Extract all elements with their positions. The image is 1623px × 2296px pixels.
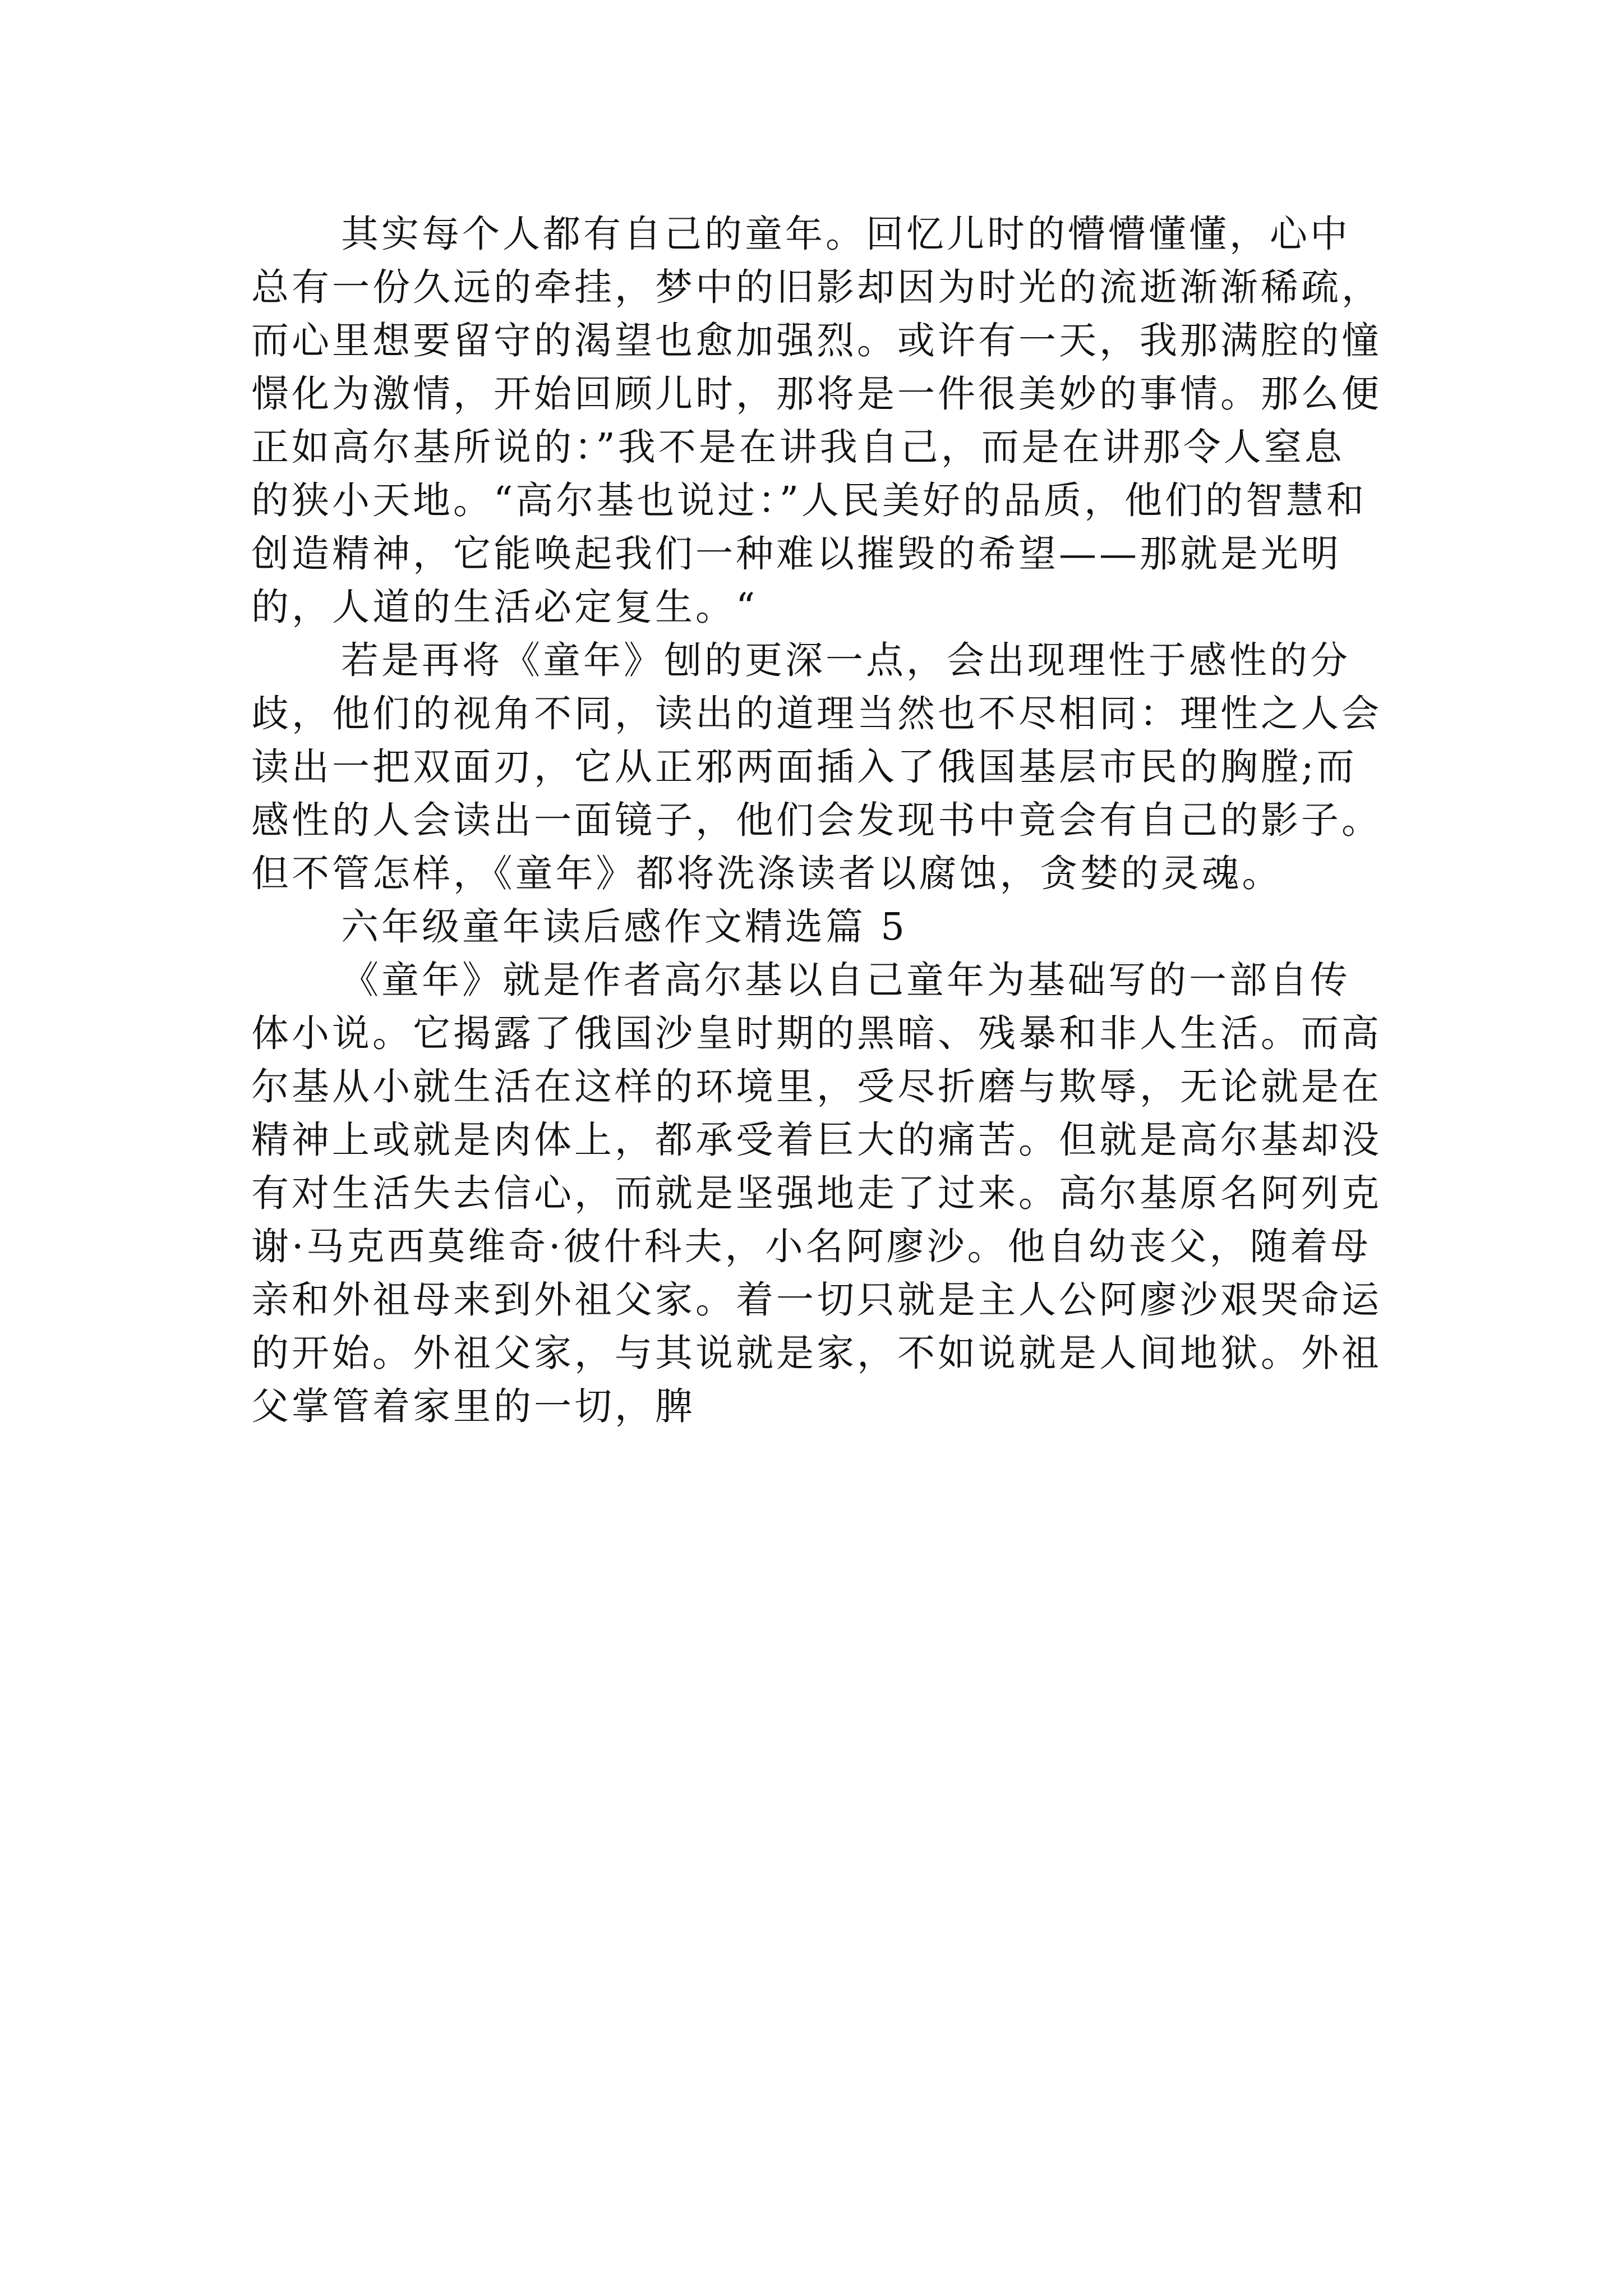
paragraph-childhood-memories: 其实每个人都有自己的童年。回忆儿时的懵懵懂懂，心中总有一份久远的牵挂，梦中的旧影却因为时光的流逝渐渐稀疏，而心里想要留守的渴望也愈加强烈。或许有一天，我那满腔的憧憬化为激情，开始回顾儿时，那将是一件很美妙的事情。那么便正如高尔基所说的：”我不是在讲我自己，而是在讲那令人窒息的狭小天地。“高尔基也说过：”人民美好的品质，他们的智慧和创造精神，它能唤起我们一种难以摧毁的希望——那就是光明的，人道的生活必定复生。“ (251, 212, 1382, 629)
paragraph-gorky-biography: 《童年》就是作者高尔基以自己童年为基础写的一部自传体小说。它揭露了俄国沙皇时期的黑暗、残暴和非人生活。而高尔基从小就生活在这样的环境里，受尽折磨与欺辱，无论就是在精神上或就是肉体上，都承受着巨大的痛苦。但就是高尔基却没有对生活失去信心，而就是坚强地走了过来。高尔基原名阿列克谢·马克西莫维奇·彼什科夫，小名阿廖沙。他自幼丧父，随着母亲和外祖母来到外祖父家。着一切只就是主人公阿廖沙艰哭命运的开始。外祖父家，与其说就是家，不如说就是人间地狱。外祖父掌管着家里的一切，脾 (251, 958, 1382, 1428)
section-heading: 六年级童年读后感作文精选篇 5 (341, 905, 907, 949)
paragraph-rational-emotional: 若是再将《童年》刨的更深一点，会出现理性于感性的分歧，他们的视角不同，读出的道理当然也不尽相同：理性之人会读出一把双面刃，它从正邪两面插入了俄国基层市民的胸膛;而感性的人会读出一面镜子，他们会发现书中竟会有自己的影子。但不管怎样，《童年》都将洗涤读者以腐蚀，贪婪的灵魂。 (251, 638, 1382, 895)
document-body (251, 208, 1384, 1433)
